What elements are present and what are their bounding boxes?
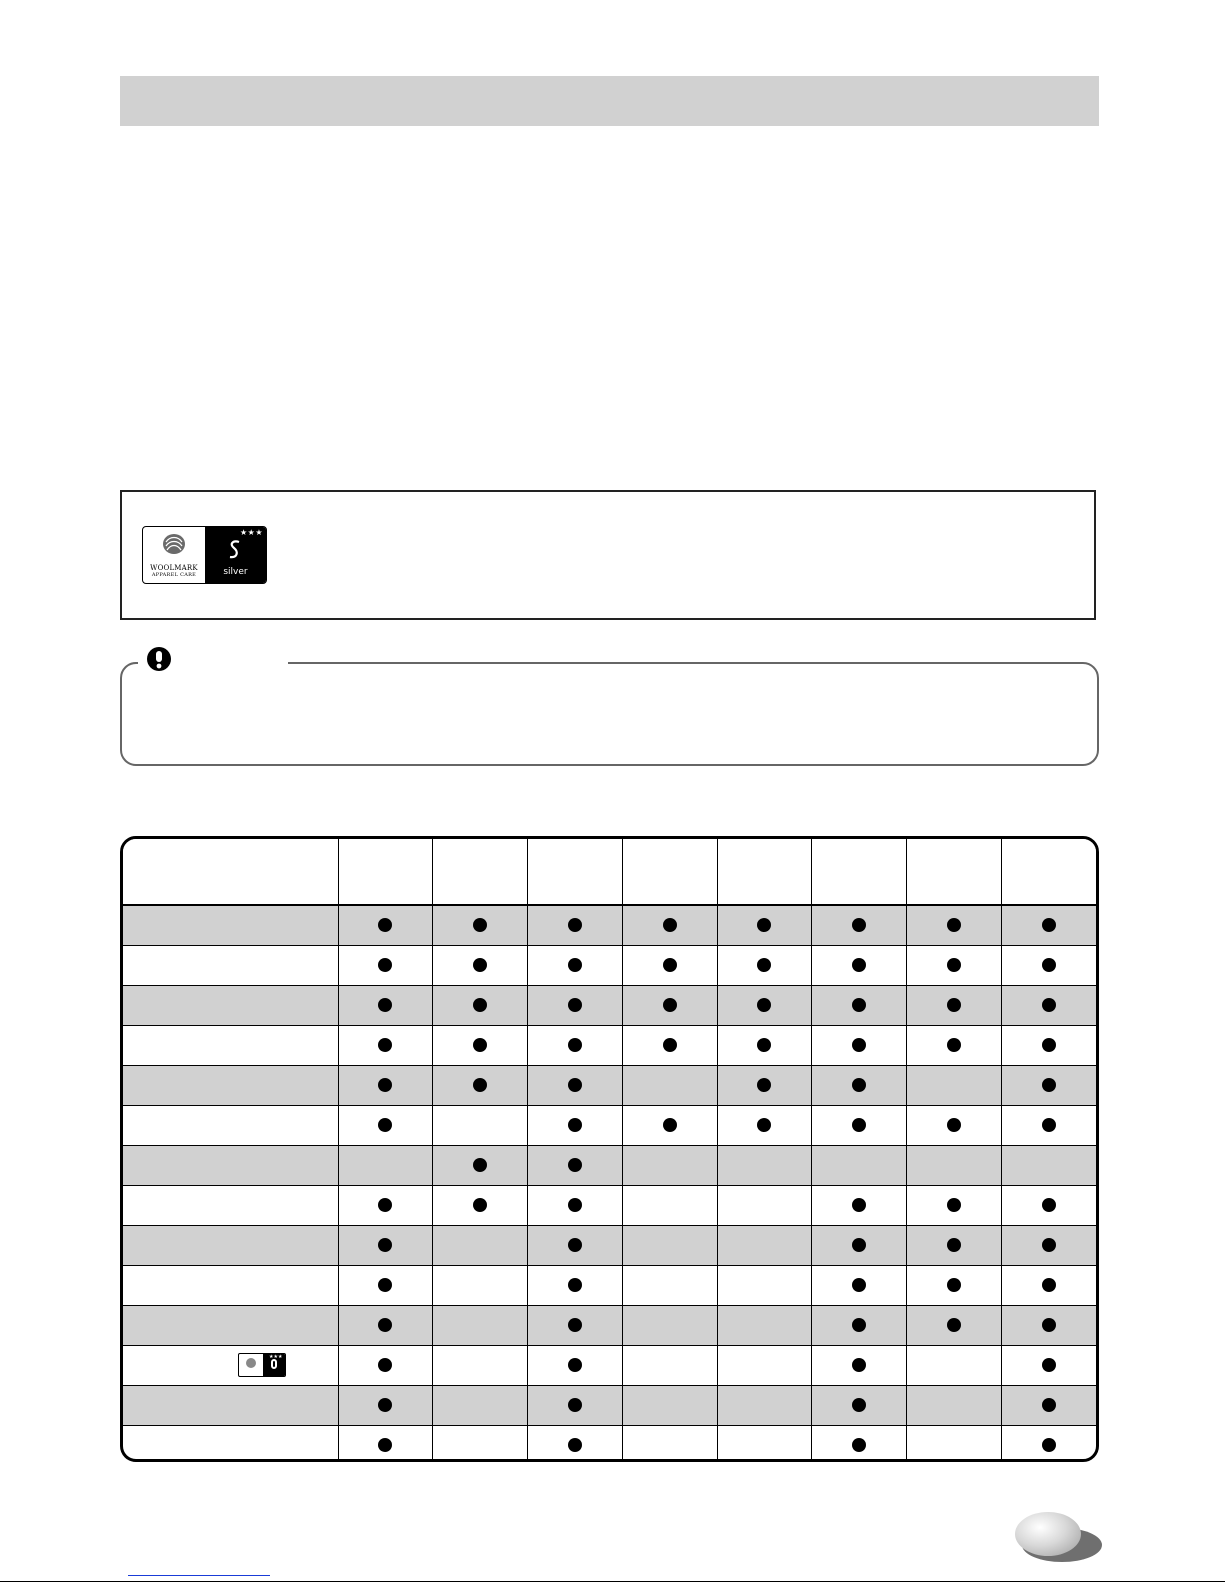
- option-cell: [338, 1385, 433, 1425]
- available-dot-icon: [378, 1118, 392, 1132]
- available-dot-icon: [473, 1198, 487, 1212]
- option-cell: [907, 1345, 1002, 1385]
- option-cell: [1001, 1145, 1096, 1185]
- table-row: [123, 1065, 1096, 1105]
- option-cell: [907, 1385, 1002, 1425]
- option-cell: [907, 1185, 1002, 1225]
- column-header: [622, 839, 717, 905]
- option-cell: [907, 1225, 1002, 1265]
- option-cell: [812, 1065, 907, 1105]
- option-cell: [433, 1225, 528, 1265]
- available-dot-icon: [378, 1038, 392, 1052]
- option-cell: [622, 1385, 717, 1425]
- option-cell: [433, 1305, 528, 1345]
- available-dot-icon: [852, 1358, 866, 1372]
- available-dot-icon: [852, 1038, 866, 1052]
- option-cell: [338, 1145, 433, 1185]
- available-dot-icon: [947, 918, 961, 932]
- option-cell: [433, 1185, 528, 1225]
- available-dot-icon: [1042, 1238, 1056, 1252]
- available-dot-icon: [1042, 958, 1056, 972]
- row-label-cell: [123, 1225, 338, 1265]
- available-dot-icon: [852, 958, 866, 972]
- available-dot-icon: [568, 1358, 582, 1372]
- table-row: [123, 1385, 1096, 1425]
- available-dot-icon: [757, 918, 771, 932]
- available-dot-icon: [757, 998, 771, 1012]
- available-dot-icon: [473, 998, 487, 1012]
- available-dot-icon: [663, 918, 677, 932]
- available-dot-icon: [568, 1078, 582, 1092]
- available-dot-icon: [852, 1238, 866, 1252]
- option-cell: [717, 905, 812, 945]
- available-dot-icon: [757, 1118, 771, 1132]
- available-dot-icon: [1042, 918, 1056, 932]
- option-cell: [907, 985, 1002, 1025]
- option-cell: [907, 905, 1002, 945]
- column-header: [528, 839, 623, 905]
- available-dot-icon: [947, 1198, 961, 1212]
- column-header: [1001, 839, 1096, 905]
- option-cell: [812, 1305, 907, 1345]
- available-dot-icon: [852, 998, 866, 1012]
- option-cell: [1001, 985, 1096, 1025]
- woolmark-mini-logo-icon: ★★★: [238, 1353, 286, 1377]
- column-header: [433, 839, 528, 905]
- option-cell: [1001, 1305, 1096, 1345]
- available-dot-icon: [378, 1278, 392, 1292]
- option-cell: [528, 1185, 623, 1225]
- option-cell: [528, 1065, 623, 1105]
- option-cell: [528, 1425, 623, 1462]
- option-cell: [812, 1145, 907, 1185]
- option-cell: [338, 1225, 433, 1265]
- option-cell: [907, 1425, 1002, 1462]
- row-label-cell: [123, 1065, 338, 1105]
- available-dot-icon: [473, 1158, 487, 1172]
- option-cell: [907, 1065, 1002, 1105]
- option-cell: [812, 985, 907, 1025]
- option-cell: [717, 1145, 812, 1185]
- option-cell: [812, 1225, 907, 1265]
- available-dot-icon: [947, 1318, 961, 1332]
- available-dot-icon: [378, 1198, 392, 1212]
- table-row: [123, 1025, 1096, 1065]
- available-dot-icon: [568, 1398, 582, 1412]
- page-number-badge: [1015, 1512, 1081, 1556]
- option-cell: [338, 1305, 433, 1345]
- option-cell: [528, 1385, 623, 1425]
- option-cell: [717, 1305, 812, 1345]
- row-label-cell: [123, 905, 338, 945]
- option-cell: [433, 1025, 528, 1065]
- available-dot-icon: [378, 1398, 392, 1412]
- column-header: [338, 839, 433, 905]
- option-cell: [717, 945, 812, 985]
- option-cell: [812, 1425, 907, 1462]
- row-label-cell: [123, 1025, 338, 1065]
- row-label-cell: [123, 1145, 338, 1185]
- option-cell: [812, 1385, 907, 1425]
- option-cell: [907, 1145, 1002, 1185]
- option-cell: [812, 945, 907, 985]
- option-cell: [1001, 1225, 1096, 1265]
- available-dot-icon: [947, 1238, 961, 1252]
- option-cell: [528, 1145, 623, 1185]
- option-cell: [338, 1105, 433, 1145]
- option-cell: [812, 1025, 907, 1065]
- available-dot-icon: [1042, 1198, 1056, 1212]
- available-dot-icon: [852, 1278, 866, 1292]
- available-dot-icon: [663, 958, 677, 972]
- available-dot-icon: [1042, 1038, 1056, 1052]
- row-label-cell: [123, 945, 338, 985]
- option-cell: [717, 1065, 812, 1105]
- available-dot-icon: [1042, 998, 1056, 1012]
- option-cell: [907, 1265, 1002, 1305]
- row-label-cell: [123, 1105, 338, 1145]
- header-corner-cell: [123, 839, 338, 905]
- option-cell: [812, 905, 907, 945]
- available-dot-icon: [1042, 1438, 1056, 1452]
- row-label-cell: [123, 1305, 338, 1345]
- available-dot-icon: [568, 1318, 582, 1332]
- available-dot-icon: [378, 1358, 392, 1372]
- option-cell: [1001, 1265, 1096, 1305]
- available-dot-icon: [378, 998, 392, 1012]
- table-header-row: [123, 839, 1096, 905]
- option-cell: [717, 1105, 812, 1145]
- option-cell: [812, 1105, 907, 1145]
- option-cell: [622, 1065, 717, 1105]
- table-row: [123, 1145, 1096, 1185]
- option-cell: [622, 1305, 717, 1345]
- option-cell: [528, 1225, 623, 1265]
- option-cell: [1001, 1025, 1096, 1065]
- available-dot-icon: [568, 918, 582, 932]
- table-row: [123, 1105, 1096, 1145]
- available-dot-icon: [947, 1118, 961, 1132]
- row-label-cell: [123, 1385, 338, 1425]
- option-cell: [717, 1345, 812, 1385]
- option-cell: [433, 1105, 528, 1145]
- woolmark-brand: WOOLMARK: [150, 564, 198, 572]
- column-header: [717, 839, 812, 905]
- available-dot-icon: [852, 1438, 866, 1452]
- option-cell: [433, 1145, 528, 1185]
- option-cell: [717, 1425, 812, 1462]
- table-row: [123, 905, 1096, 945]
- available-dot-icon: [378, 958, 392, 972]
- caution-box: [120, 662, 1099, 766]
- grade-stars: ★★★: [239, 528, 263, 537]
- option-cell: [622, 1345, 717, 1385]
- available-dot-icon: [757, 1078, 771, 1092]
- option-cell: [622, 1145, 717, 1185]
- option-cell: [907, 1025, 1002, 1065]
- option-cell: [338, 985, 433, 1025]
- option-cell: [812, 1185, 907, 1225]
- available-dot-icon: [473, 1078, 487, 1092]
- available-dot-icon: [663, 1118, 677, 1132]
- option-cell: [338, 1345, 433, 1385]
- table-row: [123, 1225, 1096, 1265]
- bottom-rule: [0, 1581, 1225, 1582]
- option-cell: [622, 985, 717, 1025]
- option-cell: [433, 905, 528, 945]
- option-cell: [528, 1105, 623, 1145]
- table-row: [123, 1265, 1096, 1305]
- option-cell: [433, 1065, 528, 1105]
- available-dot-icon: [378, 1078, 392, 1092]
- available-dot-icon: [568, 998, 582, 1012]
- woolmark-sub: APPAREL CARE: [151, 572, 197, 578]
- option-cell: [812, 1345, 907, 1385]
- program-option-table: [123, 839, 1096, 1462]
- option-cell: [622, 1025, 717, 1065]
- table-row: [123, 945, 1096, 985]
- option-cell: [1001, 1385, 1096, 1425]
- table-row: [123, 1345, 1096, 1385]
- available-dot-icon: [1042, 1078, 1056, 1092]
- option-cell: [622, 905, 717, 945]
- available-dot-icon: [568, 1198, 582, 1212]
- option-cell: [907, 1105, 1002, 1145]
- option-cell: [433, 945, 528, 985]
- option-cell: [1001, 1425, 1096, 1462]
- available-dot-icon: [568, 1038, 582, 1052]
- option-cell: [338, 1185, 433, 1225]
- option-cell: [622, 1265, 717, 1305]
- available-dot-icon: [568, 1158, 582, 1172]
- option-cell: [1001, 905, 1096, 945]
- option-cell: [528, 1345, 623, 1385]
- available-dot-icon: [1042, 1278, 1056, 1292]
- available-dot-icon: [757, 1038, 771, 1052]
- available-dot-icon: [852, 1398, 866, 1412]
- option-cell: [622, 1225, 717, 1265]
- grade-label: silver: [223, 567, 248, 577]
- program-table: [120, 836, 1099, 1462]
- option-cell: [528, 1025, 623, 1065]
- available-dot-icon: [947, 958, 961, 972]
- option-cell: [338, 1425, 433, 1462]
- available-dot-icon: [1042, 1318, 1056, 1332]
- available-dot-icon: [568, 1118, 582, 1132]
- option-cell: [812, 1265, 907, 1305]
- option-cell: [717, 1385, 812, 1425]
- option-cell: [338, 1265, 433, 1305]
- silver-grade-mark: [205, 527, 266, 583]
- available-dot-icon: [568, 1238, 582, 1252]
- option-cell: [528, 1265, 623, 1305]
- option-cell: [338, 1065, 433, 1105]
- option-cell: [622, 1105, 717, 1145]
- available-dot-icon: [1042, 1398, 1056, 1412]
- option-cell: [622, 1185, 717, 1225]
- option-cell: [717, 1265, 812, 1305]
- available-dot-icon: [378, 1438, 392, 1452]
- available-dot-icon: [568, 1278, 582, 1292]
- woolmark-mark: [143, 527, 205, 583]
- option-cell: [1001, 1065, 1096, 1105]
- available-dot-icon: [378, 1318, 392, 1332]
- option-cell: [622, 945, 717, 985]
- woolmark-info-box: [120, 490, 1096, 620]
- row-label-cell: [123, 1425, 338, 1462]
- row-label-cell: [123, 985, 338, 1025]
- available-dot-icon: [757, 958, 771, 972]
- available-dot-icon: [473, 918, 487, 932]
- available-dot-icon: [663, 1038, 677, 1052]
- option-cell: [433, 1425, 528, 1462]
- option-cell: [433, 1265, 528, 1305]
- option-cell: [717, 985, 812, 1025]
- wool-ball-icon: [162, 533, 186, 555]
- column-header: [812, 839, 907, 905]
- option-cell: [1001, 1105, 1096, 1145]
- option-cell: [528, 985, 623, 1025]
- option-cell: [717, 1025, 812, 1065]
- option-cell: [528, 1305, 623, 1345]
- option-cell: [338, 1025, 433, 1065]
- available-dot-icon: [378, 918, 392, 932]
- available-dot-icon: [1042, 1358, 1056, 1372]
- row-label-cell: [123, 1185, 338, 1225]
- option-cell: [528, 945, 623, 985]
- option-cell: [433, 1385, 528, 1425]
- row-label-cell: [123, 1345, 338, 1385]
- available-dot-icon: [947, 1038, 961, 1052]
- section-header-bar: [120, 76, 1099, 126]
- available-dot-icon: [378, 1238, 392, 1252]
- option-cell: [907, 945, 1002, 985]
- option-cell: [717, 1225, 812, 1265]
- table-row: [123, 1305, 1096, 1345]
- row-label-cell: [123, 1265, 338, 1305]
- available-dot-icon: [473, 958, 487, 972]
- footer-link[interactable]: [128, 1575, 270, 1576]
- option-cell: [528, 905, 623, 945]
- woolmark-silver-logo: [142, 526, 267, 584]
- option-cell: [1001, 945, 1096, 985]
- available-dot-icon: [947, 1278, 961, 1292]
- available-dot-icon: [568, 958, 582, 972]
- available-dot-icon: [568, 1438, 582, 1452]
- available-dot-icon: [852, 1078, 866, 1092]
- available-dot-icon: [852, 1198, 866, 1212]
- available-dot-icon: [947, 998, 961, 1012]
- available-dot-icon: [663, 998, 677, 1012]
- available-dot-icon: [1042, 1118, 1056, 1132]
- available-dot-icon: [852, 1118, 866, 1132]
- available-dot-icon: [852, 918, 866, 932]
- column-header: [907, 839, 1002, 905]
- option-cell: [433, 1345, 528, 1385]
- table-body: [123, 905, 1096, 1462]
- silver-s-icon: [227, 539, 243, 561]
- option-cell: [338, 945, 433, 985]
- option-cell: [1001, 1185, 1096, 1225]
- available-dot-icon: [852, 1318, 866, 1332]
- option-cell: [622, 1425, 717, 1462]
- option-cell: [717, 1185, 812, 1225]
- option-cell: [907, 1305, 1002, 1345]
- option-cell: [338, 905, 433, 945]
- exclamation-icon: [146, 646, 172, 672]
- table-row: [123, 1425, 1096, 1462]
- available-dot-icon: [473, 1038, 487, 1052]
- table-row: [123, 985, 1096, 1025]
- option-cell: [433, 985, 528, 1025]
- table-row: [123, 1185, 1096, 1225]
- option-cell: [1001, 1345, 1096, 1385]
